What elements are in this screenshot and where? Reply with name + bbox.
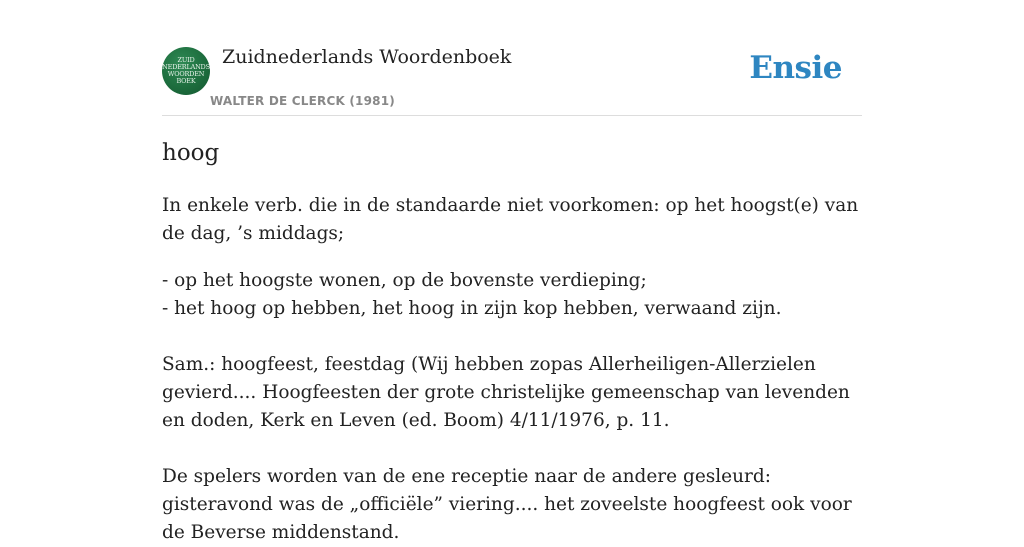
sense-item: - het hoog op hebben, het hoog in zijn kop hebben, verwaand zijn.	[162, 298, 782, 319]
page-container	[162, 0, 862, 543]
dictionary-header	[162, 0, 862, 116]
dictionary-logo[interactable]	[162, 47, 210, 95]
ensie-logo-link[interactable]: Ensie	[749, 50, 842, 86]
definition-intro: In enkele verb. die in de standaarde niet voorkomen: op het hoogst(e) van de dag, ’s middags;	[162, 195, 859, 244]
logo-line: NEDERLANDS	[162, 63, 210, 71]
dictionary-title[interactable]: Zuidnederlands Woordenboek	[222, 46, 512, 68]
entry-definition	[162, 192, 862, 547]
spacer	[162, 323, 862, 351]
logo-line: ZUID	[177, 56, 195, 64]
logo-line: WOORDEN	[167, 70, 205, 78]
sense-item: - op het hoogste wonen, op de bovenste verdieping;	[162, 270, 647, 291]
entry-headword: hoog	[162, 140, 220, 166]
logo-line: BOEK	[176, 77, 196, 85]
example-quote: Sam.: hoogfeest, feestdag (Wij hebben zopas Allerheiligen-Allerzielen gevierd.... Hoogfeesten der grote christelijke gemeenschap van levenden en doden, Kerk en Leven (ed. Boom) 4/11/1976, p. 11.	[162, 354, 850, 431]
example-quote: De spelers worden van de ene receptie naar de andere gesleurd: gisteravond was de „officiële” viering.... het zoveelste hoogfeest ook voor de Beverse middenstand.	[162, 466, 852, 543]
sense-list	[162, 267, 862, 323]
spacer	[162, 435, 862, 463]
dictionary-author: WALTER DE CLERCK (1981)	[210, 94, 395, 108]
